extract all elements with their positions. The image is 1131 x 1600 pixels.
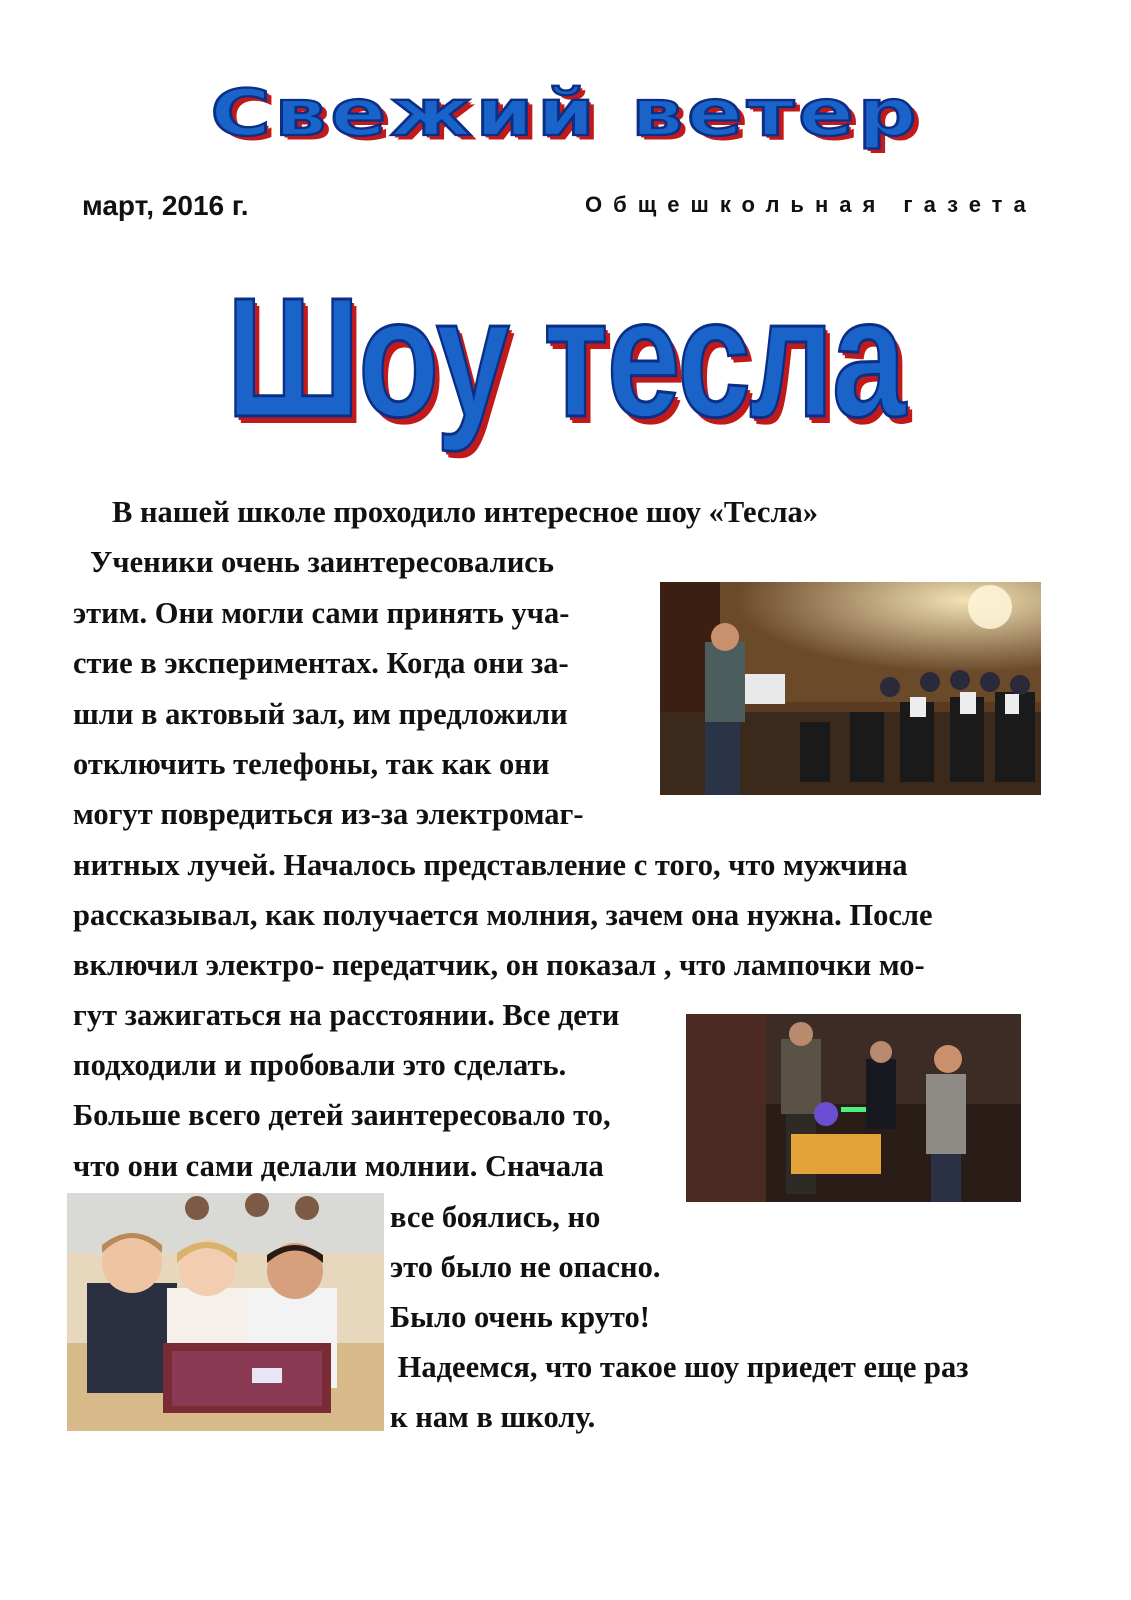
auditorium-photo: [660, 582, 1041, 795]
headline-title: Шоу тесла: [226, 263, 905, 453]
article-headline: [0, 263, 1131, 453]
article-line: В нашей школе проходило интересное шоу «Тесла»: [112, 495, 819, 529]
article-line: стие в экспериментах. Когда они за-: [73, 646, 569, 680]
issue-date: март, 2016 г.: [82, 190, 249, 221]
children-experiment-photo: [67, 1193, 384, 1431]
article-line: это было не опасно.: [390, 1250, 661, 1284]
newspaper-masthead: [0, 58, 1131, 168]
article-line: что они сами делали молнии. Сначала: [73, 1149, 604, 1183]
article-line: гут зажигаться на расстоянии. Все дети: [73, 998, 620, 1032]
article-line: Больше всего детей заинтересовало то,: [73, 1098, 611, 1132]
article-line: включил электро- передатчик, он показал , что лампочки мо-: [73, 948, 925, 982]
article-line: Ученики очень заинтересовались: [90, 545, 554, 579]
article-line: к нам в школу.: [390, 1400, 596, 1434]
article-line: этим. Они могли сами принять уча-: [73, 596, 570, 630]
article-line: отключить телефоны, так как они: [73, 747, 550, 781]
article-line: рассказывал, как получается молния, зачем она нужна. После: [73, 898, 933, 932]
newspaper-kind: Общешкольная газета: [585, 192, 1037, 217]
article-line: Надеемся, что такое шоу приедет еще раз: [390, 1350, 969, 1384]
article-line: Было очень круто!: [390, 1300, 650, 1334]
demonstration-photo: [686, 1014, 1021, 1202]
article-line: могут повредиться из-за электромаг-: [73, 797, 584, 831]
article-line: все боялись, но: [390, 1200, 601, 1234]
masthead-title: Свежий ветер: [210, 75, 921, 151]
article-line: подходили и пробовали это сделать.: [73, 1048, 567, 1082]
article-line: нитных лучей. Началось представление с того, что мужчина: [73, 848, 908, 882]
article-line: шли в актовый зал, им предложили: [73, 697, 568, 731]
